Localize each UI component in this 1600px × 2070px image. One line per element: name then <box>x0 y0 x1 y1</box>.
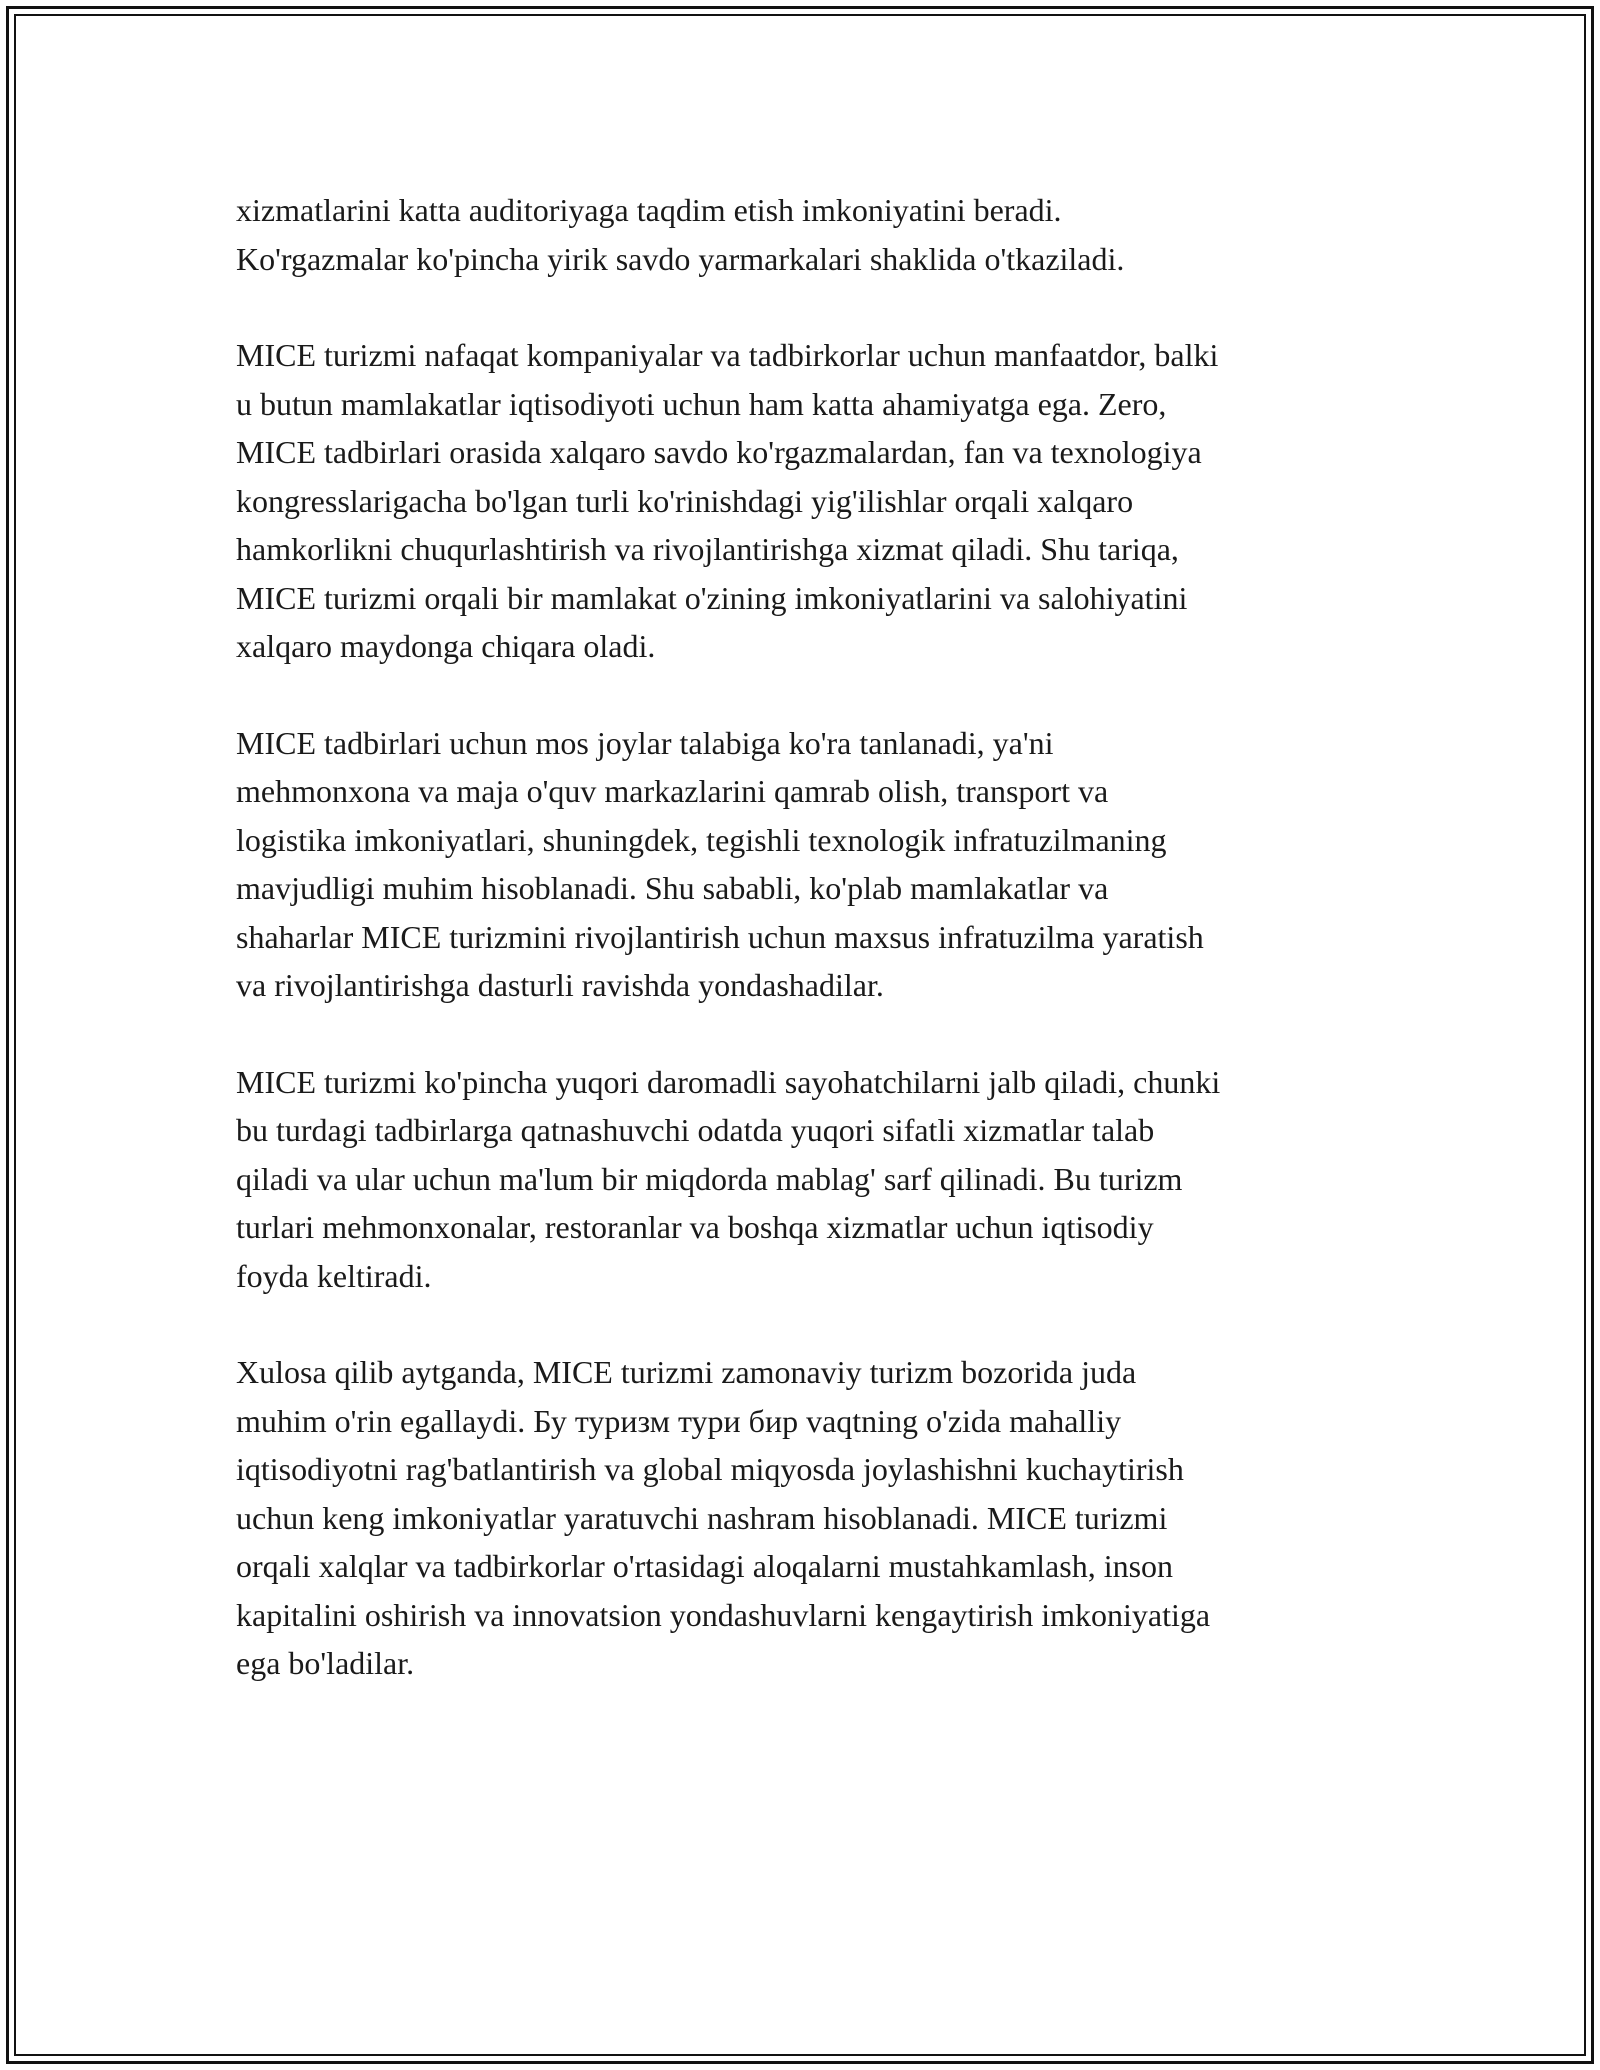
text-line: xalqaro maydonga chiqara oladi. <box>236 628 656 664</box>
text-line: MICE tadbirlari orasida xalqaro savdo ko'rgazmalardan, fan va texnologiya <box>236 434 1202 470</box>
paragraph-3 <box>236 719 1376 1010</box>
paragraph-2 <box>236 331 1376 671</box>
text-line: MICE turizmi nafaqat kompaniyalar va tadbirkorlar uchun manfaatdor, balki <box>236 337 1219 373</box>
text-line: mavjudligi muhim hisoblanadi. Shu sababli, ko'plab mamlakatlar va <box>236 870 1109 906</box>
text-line: xizmatlarini katta auditoriyaga taqdim etish imkoniyatini beradi. <box>236 192 1062 228</box>
text-line: MICE turizmi ko'pincha yuqori daromadli sayohatchilarni jalb qiladi, chunki <box>236 1063 1221 1100</box>
text-line: bu turdagi tadbirlarga qatnashuvchi odatda yuqori sifatli xizmatlar talab <box>236 1112 1155 1148</box>
text-line: MICE tadbirlari uchun mos joylar talabiga ko'ra tanlanadi, ya'ni <box>236 724 1054 761</box>
text-line: muhim o'rin egallaydi. Бу туризм тури бир vaqtning o'zida mahalliy <box>236 1402 1122 1439</box>
text-line: turlari mehmonxonalar, restoranlar va boshqa xizmatlar uchun iqtisodiy <box>236 1209 1154 1245</box>
text-line: ega bo'ladilar. <box>236 1645 415 1681</box>
document-body <box>236 186 1376 1736</box>
text-line: iqtisodiyotni rag'batlantirish va global miqyosda joylashishni kuchaytirish <box>236 1451 1184 1487</box>
text-line: MICE turizmi orqali bir mamlakat o'zining imkoniyatlarini va salohiyatini <box>236 579 1188 616</box>
text-line: mehmonxona va maja o'quv markazlarini qamrab olish, transport va <box>236 773 1109 809</box>
text-line: hamkorlikni chuqurlashtirish va rivojlantirishga xizmat qiladi. Shu tariqa, <box>236 531 1179 567</box>
text-line: uchun keng imkoniyatlar yaratuvchi nashram hisoblanadi. MICE turizmi <box>236 1499 1168 1536</box>
text-line: va rivojlantirishga dasturli ravishda yondashadilar. <box>236 967 884 1003</box>
text-line: Xulosa qilib aytganda, MICE turizmi zamonaviy turizm bozorida juda <box>236 1354 1137 1390</box>
text-line: orqali xalqlar va tadbirkorlar o'rtasidagi aloqalarni mustahkamlash, inson <box>236 1548 1174 1584</box>
text-line: shaharlar MICE turizmini rivojlantirish uchun maxsus infratuzilma yaratish <box>236 918 1204 955</box>
paragraph-5 <box>236 1348 1376 1688</box>
text-line: qiladi va ular uchun ma'lum bir miqdorda mablag' sarf qilinadi. Bu turizm <box>236 1160 1183 1197</box>
text-line: foyda keltiradi. <box>236 1257 432 1294</box>
text-line: Ko'rgazmalar ko'pincha yirik savdo yarmarkalari shaklida o'tkaziladi. <box>236 240 1125 277</box>
text-line: kongresslarigacha bo'lgan turli ko'rinishdagi yig'ilishlar orqali xalqaro <box>236 482 1134 519</box>
paragraph-1 <box>236 186 1376 283</box>
text-line: u butun mamlakatlar iqtisodiyoti uchun ham katta ahamiyatga ega. Zero, <box>236 385 1167 422</box>
paragraph-4 <box>236 1058 1376 1301</box>
text-line: kapitalini oshirish va innovatsion yondashuvlarni kengaytirish imkoniyatiga <box>236 1596 1211 1633</box>
text-line: logistika imkoniyatlari, shuningdek, tegishli texnologik infratuzilmaning <box>236 821 1167 858</box>
